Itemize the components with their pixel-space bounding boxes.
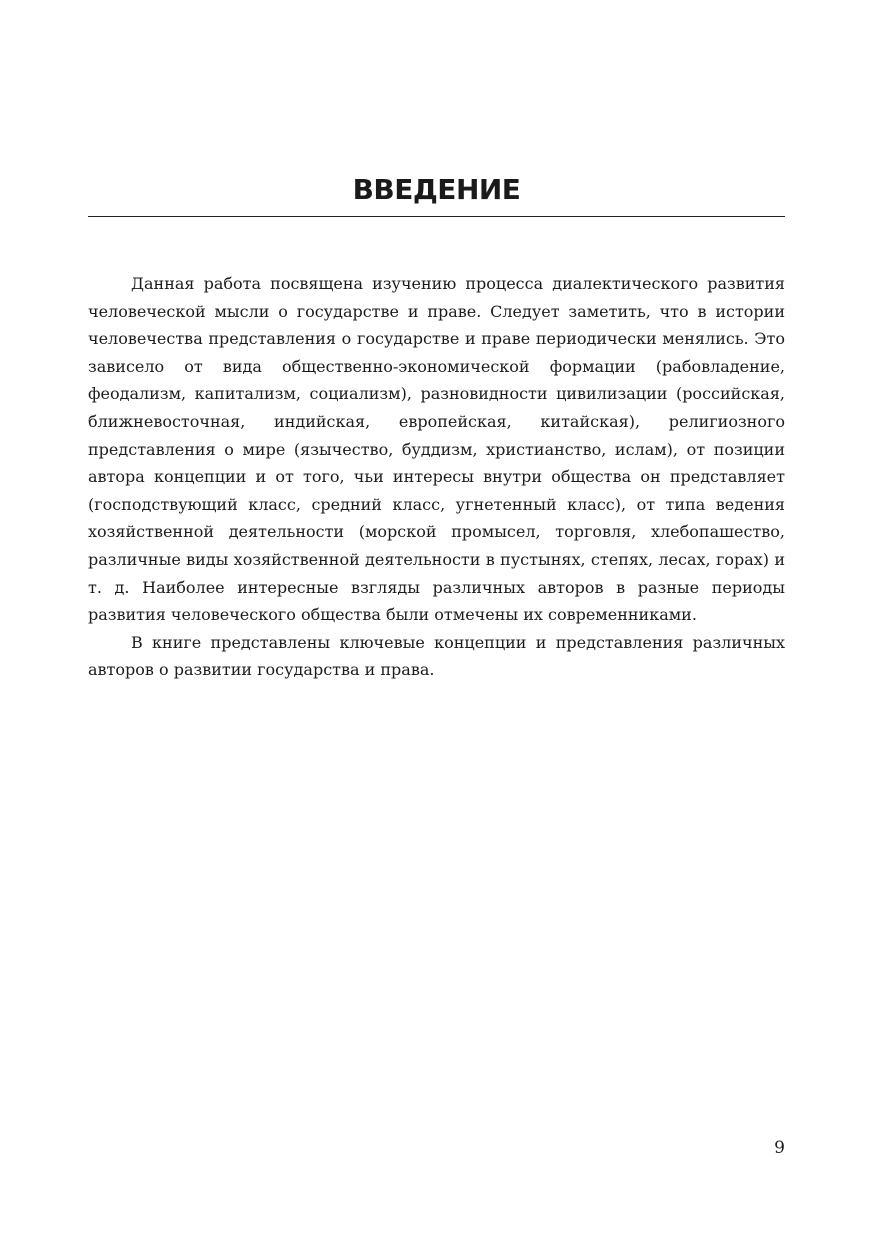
paragraph-book-summary: В книге представлены ключевые концепции и представления различных авторов о развитии государства и права. <box>88 632 785 680</box>
chapter-title: ВВЕДЕНИЕ <box>352 173 521 206</box>
title-rule <box>88 216 785 217</box>
page-number: 9 <box>774 1138 785 1158</box>
paragraph-intro: Данная работа посвящена изучению процесса диалектического развития человеческой мысли о государстве и праве. Следует заметить, что в истории человечества представления о государстве и праве периодически менялись. Это зависело от вида общественно-экономической формации (рабовладение, феодализм, капитализм, социализм), разновидности цивилизации (российская, ближневосточная, индийская, европейская, китайская), религиозного представления о мире (язычество, буддизм, христианство, ислам), от позиции автора концепции и от того, чьи интересы внутри общества он представляет (господствующий класс, средний класс, угнетенный класс), от типа ведения хозяйственной деятельности (морской промысел, торговля, хлебопашество, различные виды хозяйственной деятельности в пустынях, степях, лесах, горах) и т. д. Наиболее интересные взгляды различных авторов в разные периоды развития человеческого общества были отмечены их современниками. <box>88 274 785 625</box>
body-text <box>88 270 785 684</box>
